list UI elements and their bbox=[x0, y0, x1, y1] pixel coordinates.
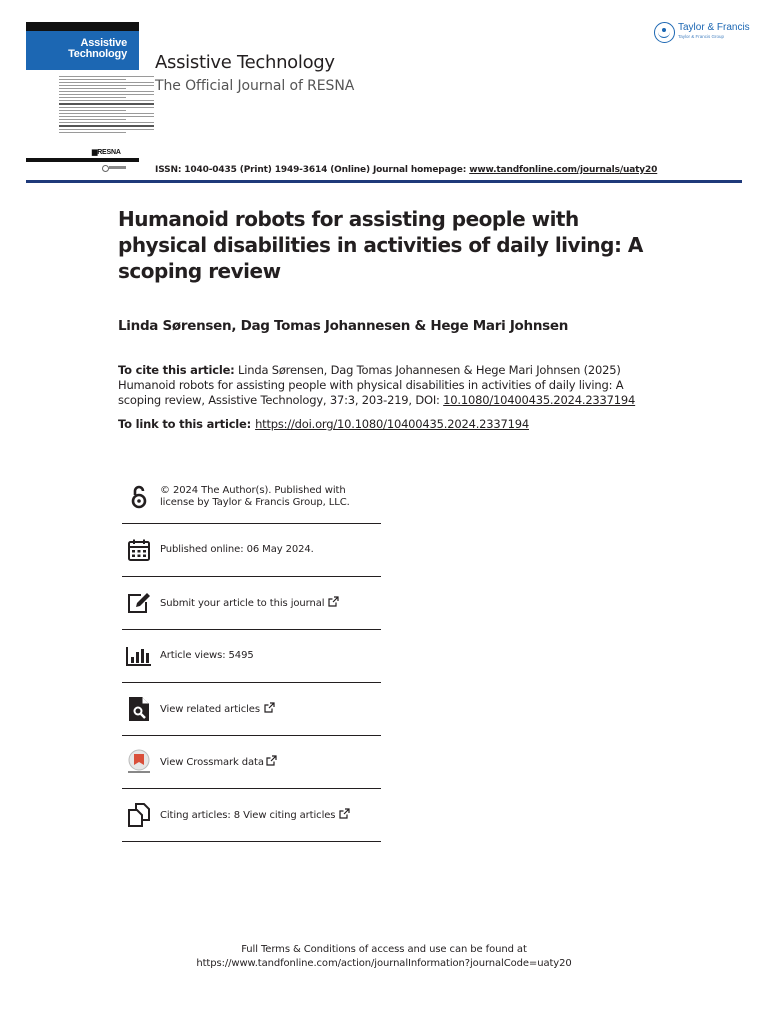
info-item-citing[interactable] bbox=[122, 789, 381, 842]
submit-article-link[interactable]: Submit your article to this journal bbox=[160, 598, 325, 609]
info-item-submit[interactable] bbox=[122, 577, 381, 630]
header-divider bbox=[26, 180, 742, 183]
article-authors: Linda Sørensen, Dag Tomas Johannesen & Hege Mari Johnsen bbox=[118, 318, 569, 334]
crossmark-link[interactable]: View Crossmark data bbox=[160, 757, 264, 768]
calendar-icon bbox=[126, 537, 152, 563]
journal-subtitle: The Official Journal of RESNA bbox=[155, 78, 355, 94]
cite-doi-link[interactable]: 10.1080/10400435.2024.2337194 bbox=[443, 393, 636, 407]
open-access-icon bbox=[126, 484, 152, 510]
cover-band bbox=[26, 22, 139, 70]
external-link-icon bbox=[266, 755, 277, 766]
link-label: To link to this article: bbox=[118, 417, 252, 431]
info-item-crossmark[interactable] bbox=[122, 736, 381, 789]
info-item-views bbox=[122, 630, 381, 683]
cite-label: To cite this article: bbox=[118, 363, 235, 377]
citing-documents-icon bbox=[126, 802, 152, 828]
journal-cover-thumbnail bbox=[26, 22, 139, 172]
cite-text: Linda Sørensen, Dag Tomas Johannesen & Hege Mari Johnsen (2025) Humanoid robots for assisting people with physical disabilities in activities of daily living: A scoping review, Assistive Technology, 37:3, 203-219, DOI: bbox=[118, 363, 624, 407]
article-link-block bbox=[118, 417, 529, 431]
article-info-list bbox=[122, 471, 381, 842]
journal-homepage-link[interactable]: www.tandfonline.com/journals/uaty20 bbox=[469, 165, 658, 175]
footer-terms-link[interactable]: https://www.tandfonline.com/action/journalInformation?journalCode=uaty20 bbox=[196, 958, 572, 969]
cover-title: Assistive Technology bbox=[68, 37, 127, 60]
cover-publisher-logo bbox=[102, 165, 126, 170]
citation-block bbox=[118, 363, 638, 408]
view-related-link[interactable]: View related articles bbox=[160, 704, 260, 715]
journal-name: Assistive Technology bbox=[155, 52, 335, 73]
info-item-related[interactable] bbox=[122, 683, 381, 736]
footer-line-1: Full Terms & Conditions of access and use can be found at bbox=[241, 944, 527, 955]
terms-footer bbox=[0, 943, 768, 971]
cover-resna-logo: ▆RESNA bbox=[92, 149, 121, 156]
publisher-logo-name: Taylor & Francis bbox=[678, 22, 750, 33]
edit-icon bbox=[126, 590, 152, 616]
taylor-francis-logo[interactable] bbox=[654, 22, 750, 43]
info-item-license bbox=[122, 471, 381, 524]
cover-contents-lines bbox=[59, 76, 154, 135]
publisher-logo-sub: Taylor & Francis Group bbox=[678, 34, 725, 39]
bar-chart-icon bbox=[126, 643, 152, 669]
citing-articles-link[interactable]: Citing articles: 8 View citing articles bbox=[160, 810, 336, 821]
published-date: Published online: 06 May 2024. bbox=[160, 544, 314, 555]
article-title: Humanoid robots for assisting people with physical disabilities in activities of daily living: A scoping review bbox=[118, 207, 643, 283]
cover-rule bbox=[26, 158, 139, 162]
external-link-icon bbox=[339, 808, 350, 819]
article-views: Article views: 5495 bbox=[160, 650, 254, 661]
crossmark-icon bbox=[126, 749, 152, 775]
issn-line: ISSN: 1040-0435 (Print) 1949-3614 (Online) Journal homepage: www.tandfonline.com/journals/uaty20 bbox=[155, 165, 658, 175]
globe-icon bbox=[654, 22, 675, 43]
info-item-published bbox=[122, 524, 381, 577]
search-document-icon bbox=[126, 696, 152, 722]
external-link-icon bbox=[328, 596, 339, 607]
article-doi-link[interactable]: https://doi.org/10.1080/10400435.2024.2337194 bbox=[255, 417, 529, 431]
external-link-icon bbox=[264, 702, 275, 713]
license-text: © 2024 The Author(s). Published with license by Taylor & Francis Group, LLC. bbox=[160, 485, 350, 508]
